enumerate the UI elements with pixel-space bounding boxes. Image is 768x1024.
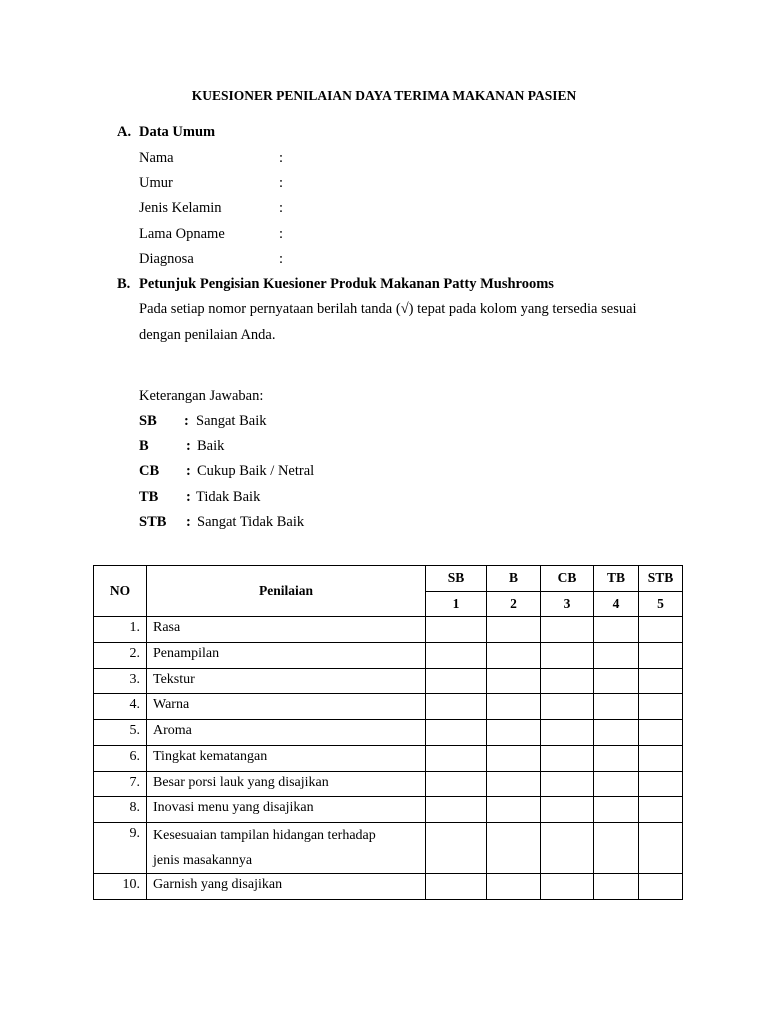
row-number: 4. [94, 694, 147, 720]
legend-sep: : [186, 438, 191, 454]
legend-code: STB [139, 514, 167, 530]
answer-cell-sb[interactable] [426, 617, 487, 643]
legend-meaning: Sangat Tidak Baik [197, 514, 305, 530]
field-sep: : [279, 175, 284, 191]
answer-cell-tb[interactable] [594, 873, 639, 899]
answer-cell-tb[interactable] [594, 797, 639, 823]
field-label-nama: Nama [139, 150, 174, 166]
legend-heading: Keterangan Jawaban: [139, 388, 264, 404]
table-row [94, 745, 683, 771]
row-item: Tingkat kematangan [147, 745, 426, 771]
answer-cell-stb[interactable] [639, 668, 683, 694]
row-item-line-2: jenis masakannya [153, 852, 253, 868]
answer-cell-cb[interactable] [541, 771, 594, 797]
answer-cell-b[interactable] [487, 643, 541, 669]
answer-cell-cb[interactable] [541, 694, 594, 720]
field-sep: : [279, 200, 284, 216]
answer-cell-stb[interactable] [639, 873, 683, 899]
answer-cell-sb[interactable] [426, 822, 487, 873]
answer-cell-tb[interactable] [594, 822, 639, 873]
answer-cell-b[interactable] [487, 797, 541, 823]
legend-meaning: Tidak Baik [196, 489, 261, 505]
table-row [94, 668, 683, 694]
table-row [94, 873, 683, 899]
header-scale-code: B [487, 566, 541, 592]
answer-cell-sb[interactable] [426, 643, 487, 669]
answer-cell-cb[interactable] [541, 643, 594, 669]
answer-cell-cb[interactable] [541, 797, 594, 823]
answer-cell-b[interactable] [487, 694, 541, 720]
legend-sep: : [184, 413, 189, 429]
row-item: Aroma [147, 720, 426, 746]
header-scale-number: 4 [594, 591, 639, 617]
legend-sep: : [186, 514, 191, 530]
answer-cell-stb[interactable] [639, 643, 683, 669]
row-number: 6. [94, 745, 147, 771]
row-item: Tekstur [147, 668, 426, 694]
row-number: 7. [94, 771, 147, 797]
row-number: 8. [94, 797, 147, 823]
row-item: Inovasi menu yang disajikan [147, 797, 426, 823]
answer-cell-b[interactable] [487, 617, 541, 643]
answer-cell-b[interactable] [487, 668, 541, 694]
header-scale-number: 2 [487, 591, 541, 617]
row-number: 2. [94, 643, 147, 669]
answer-cell-tb[interactable] [594, 745, 639, 771]
section-a-marker: A. [117, 124, 132, 140]
answer-cell-cb[interactable] [541, 668, 594, 694]
answer-cell-tb[interactable] [594, 643, 639, 669]
section-a-heading: Data Umum [139, 124, 216, 140]
page-title: KUESIONER PENILAIAN DAYA TERIMA MAKANAN PASIEN [191, 88, 577, 103]
legend-code: SB [139, 413, 157, 429]
answer-cell-sb[interactable] [426, 720, 487, 746]
row-number: 3. [94, 668, 147, 694]
answer-cell-tb[interactable] [594, 720, 639, 746]
field-sep: : [279, 150, 284, 166]
table-row [94, 617, 683, 643]
row-item-line-1: Kesesuaian tampilan hidangan terhadap [153, 827, 376, 843]
row-item: Rasa [147, 617, 426, 643]
field-label-umur: Umur [139, 175, 173, 191]
answer-cell-cb[interactable] [541, 873, 594, 899]
legend-meaning: Sangat Baik [196, 413, 267, 429]
instruction-line-1: Pada setiap nomor pernyataan berilah tanda (√) tepat pada kolom yang tersedia sesuai [139, 301, 637, 317]
answer-cell-b[interactable] [487, 720, 541, 746]
row-item: Garnish yang disajikan [147, 873, 426, 899]
answer-cell-cb[interactable] [541, 720, 594, 746]
answer-cell-stb[interactable] [639, 745, 683, 771]
answer-cell-stb[interactable] [639, 771, 683, 797]
row-number: 5. [94, 720, 147, 746]
questionnaire-table [93, 565, 683, 900]
legend-meaning: Cukup Baik / Netral [197, 463, 315, 479]
answer-cell-sb[interactable] [426, 771, 487, 797]
answer-cell-cb[interactable] [541, 822, 594, 873]
answer-cell-tb[interactable] [594, 771, 639, 797]
legend-meaning: Baik [197, 438, 225, 454]
header-scale-number: 3 [541, 591, 594, 617]
table-row [94, 797, 683, 823]
field-label-diagnosa: Diagnosa [139, 251, 194, 267]
answer-cell-b[interactable] [487, 771, 541, 797]
legend-code: B [139, 438, 149, 454]
field-label-lama-opname: Lama Opname [139, 226, 225, 242]
row-number: 9. [94, 822, 147, 873]
header-no: NO [94, 566, 147, 617]
table-row [94, 643, 683, 669]
answer-cell-tb[interactable] [594, 617, 639, 643]
row-item: Warna [147, 694, 426, 720]
answer-cell-sb[interactable] [426, 873, 487, 899]
header-scale-code: CB [541, 566, 594, 592]
answer-cell-sb[interactable] [426, 797, 487, 823]
row-item: Besar porsi lauk yang disajikan [147, 771, 426, 797]
row-item [147, 822, 426, 873]
legend-sep: : [186, 463, 191, 479]
header-scale-code: SB [426, 566, 487, 592]
answer-cell-b[interactable] [487, 873, 541, 899]
answer-cell-sb[interactable] [426, 745, 487, 771]
answer-cell-cb[interactable] [541, 617, 594, 643]
table-row [94, 694, 683, 720]
answer-cell-sb[interactable] [426, 668, 487, 694]
answer-cell-stb[interactable] [639, 617, 683, 643]
answer-cell-tb[interactable] [594, 668, 639, 694]
section-b-heading: Petunjuk Pengisian Kuesioner Produk Makanan Patty Mushrooms [139, 276, 554, 292]
header-scale-code: STB [639, 566, 683, 592]
instruction-line-2: dengan penilaian Anda. [139, 327, 276, 343]
table-row [94, 771, 683, 797]
answer-cell-sb[interactable] [426, 694, 487, 720]
answer-cell-stb[interactable] [639, 694, 683, 720]
header-scale-number: 5 [639, 591, 683, 617]
field-sep: : [279, 251, 284, 267]
answer-cell-tb[interactable] [594, 694, 639, 720]
row-item: Penampilan [147, 643, 426, 669]
table-row [94, 720, 683, 746]
answer-cell-b[interactable] [487, 822, 541, 873]
header-scale-number: 1 [426, 591, 487, 617]
answer-cell-stb[interactable] [639, 720, 683, 746]
answer-cell-stb[interactable] [639, 822, 683, 873]
legend-sep: : [186, 489, 191, 505]
header-penilaian: Penilaian [147, 566, 426, 617]
field-sep: : [279, 226, 284, 242]
answer-cell-b[interactable] [487, 745, 541, 771]
legend-code: TB [139, 489, 159, 505]
row-number: 10. [94, 873, 147, 899]
row-number: 1. [94, 617, 147, 643]
legend-code: CB [139, 463, 160, 479]
header-scale-code: TB [594, 566, 639, 592]
section-b-marker: B. [117, 276, 131, 292]
answer-cell-stb[interactable] [639, 797, 683, 823]
answer-cell-cb[interactable] [541, 745, 594, 771]
table-row [94, 822, 683, 873]
field-label-jenis-kelamin: Jenis Kelamin [139, 200, 222, 216]
